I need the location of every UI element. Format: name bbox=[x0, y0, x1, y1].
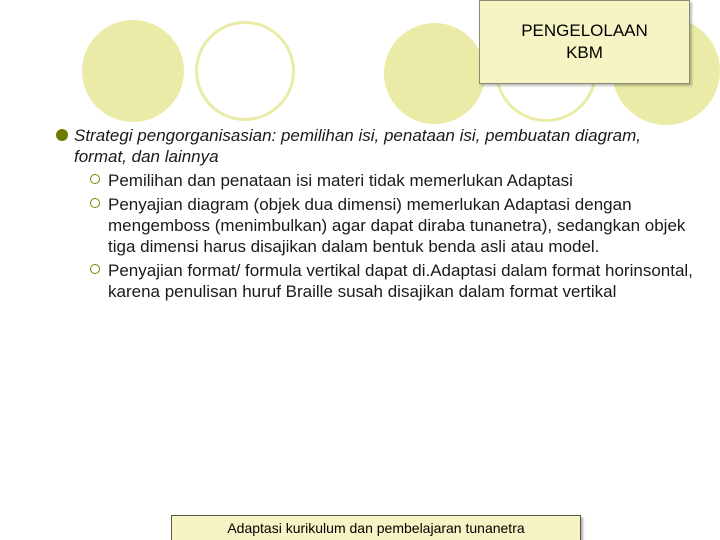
sub-point-2 bbox=[56, 194, 696, 257]
bullet-dot-icon bbox=[56, 129, 68, 141]
content bbox=[56, 125, 696, 302]
title-line-1: PENGELOLAAN bbox=[521, 21, 648, 40]
footer-caption bbox=[171, 515, 581, 540]
sub-point-text: Pemilihan dan penataan isi materi tidak memerlukan Adaptasi bbox=[108, 171, 573, 190]
bullet-ring-icon bbox=[90, 174, 100, 184]
decorative-circle-2 bbox=[384, 23, 485, 124]
footer-text: Adaptasi kurikulum dan pembelajaran tunanetra bbox=[227, 520, 525, 536]
bullet-ring-icon bbox=[90, 198, 100, 208]
main-point bbox=[56, 125, 696, 167]
main-point-text: Strategi pengorganisasian: pemilihan isi, penataan isi, pembuatan diagram, format, dan lainnya bbox=[74, 126, 642, 166]
decorative-circle-1 bbox=[82, 20, 184, 122]
title-line-2: KBM bbox=[566, 43, 603, 62]
decorative-ring-1 bbox=[195, 21, 295, 121]
sub-point-text: Penyajian diagram (objek dua dimensi) memerlukan Adaptasi dengan mengemboss (menimbulkan) agar dapat diraba tunanetra), sedangkan objek tiga dimensi harus disajikan dalam bentuk benda asli atau model. bbox=[108, 195, 686, 256]
bullet-ring-icon bbox=[90, 264, 100, 274]
sub-point-text: Penyajian format/ formula vertikal dapat di.Adaptasi dalam format horinsontal, karena penulisan huruf Braille susah disajikan dalam format vertikal bbox=[108, 261, 693, 301]
sub-point-1 bbox=[56, 170, 696, 191]
title-box bbox=[479, 0, 690, 84]
sub-point-3 bbox=[56, 260, 696, 302]
